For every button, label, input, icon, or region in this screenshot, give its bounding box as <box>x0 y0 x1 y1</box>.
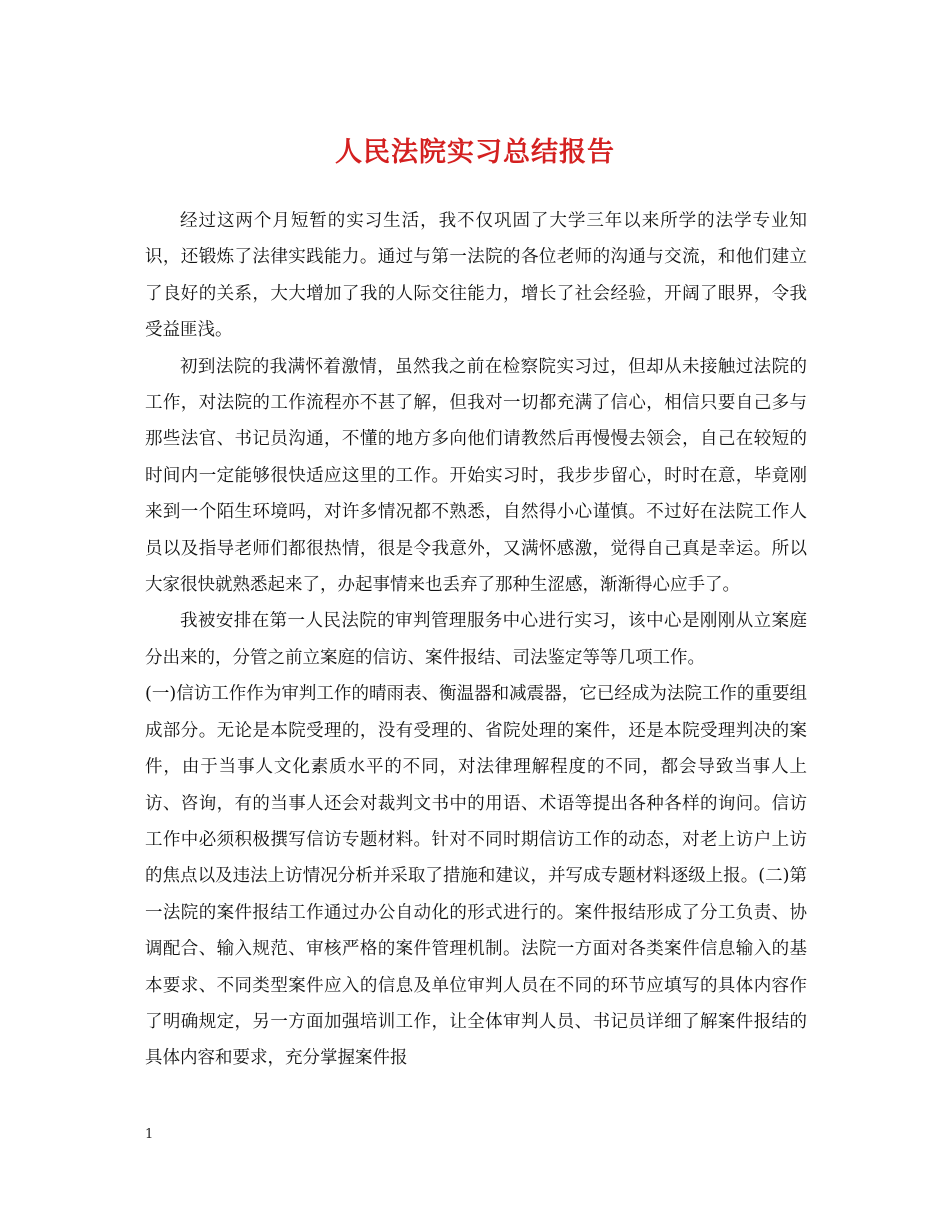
paragraph-intro: 经过这两个月短暂的实习生活，我不仅巩固了大学三年以来所学的法学专业知识，还锻炼了法律实践能力。通过与第一法院的各位老师的沟通与交流，和他们建立了良好的关系，大大增加了我的人际交往能力，增长了社会经验，开阔了眼界，令我受益匪浅。 <box>145 211 807 341</box>
paragraph-assignment: 我被安排在第一人民法院的审判管理服务中心进行实习，该中心是刚刚从立案庭分出来的，分管之前立案庭的信访、案件报结、司法鉴定等等几项工作。 <box>145 611 807 668</box>
paragraph-work-details: (一)信访工作作为审判工作的晴雨表、衡温器和减震器，它已经成为法院工作的重要组成部分。无论是本院受理的，没有受理的、省院处理的案件，还是本院受理判决的案件，由于当事人文化素质水平的不同，对法律理解程度的不同，都会导致当事人上访、咨询，有的当事人还会对裁判文书中的用语、术语等提出各种各样的询问。信访工作中必须积极撰写信访专题材料。针对不同时期信访工作的动态，对老上访户上访的焦点以及违法上访情况分析并采取了措施和建议，并写成专题材料逐级上报。(二)第一法院的案件报结工作通过办公自动化的形式进行的。案件报结形成了分工负责、协调配合、输入规范、审核严格的案件管理机制。法院一方面对各类案件信息输入的基本要求、不同类型案件应入的信息及单位审判人员在不同的环节应填写的具体内容作了明确规定，另一方面加强培训工作，让全体审判人员、书记员详细了解案件报结的具体内容和要求，充分掌握案件报 <box>145 684 807 1069</box>
document-title: 人民法院实习总结报告 <box>335 137 615 168</box>
paragraph-arrival: 初到法院的我满怀着激情，虽然我之前在检察院实习过，但却从未接触过法院的工作，对法院的工作流程亦不甚了解，但我对一切都充满了信心，相信只要自己多与那些法官、书记员沟通，不懂的地方多向他们请教然后再慢慢去领会，自己在较短的时间内一定能够很快适应这里的工作。开始实习时，我步步留心，时时在意，毕竟刚来到一个陌生环境吗，对许多情况都不熟悉，自然得小心谨慎。不过好在法院工作人员以及指导老师们都很热情，很是令我意外，又满怀感激，觉得自己真是幸运。所以大家很快就熟悉起来了，办起事情来也丢弃了那种生涩感，渐渐得心应手了。 <box>145 356 807 596</box>
document-body <box>145 203 807 1077</box>
page-number: 1 <box>145 1127 154 1142</box>
